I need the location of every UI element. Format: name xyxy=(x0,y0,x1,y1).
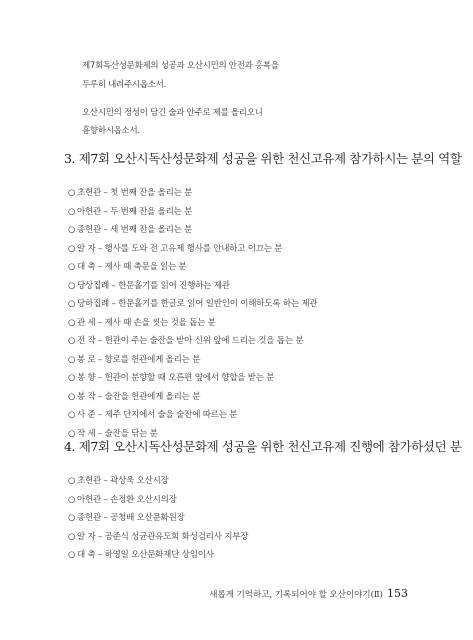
page-footer xyxy=(209,587,408,600)
list-item: ○ 작 세 – 술잔을 닦는 분 xyxy=(68,425,317,444)
list-item: ○ 당하집례 – 한문홀기를 한글로 읽어 일반인이 이해하도록 하는 제관 xyxy=(68,295,317,314)
bullet-icon: ○ xyxy=(68,476,76,486)
section-4-participant-list xyxy=(68,472,248,565)
bullet-icon: ○ xyxy=(68,336,76,346)
bullet-icon: ○ xyxy=(68,494,76,505)
list-item: ○ 알 자 – 행사를 도와 전 고유제 행사를 안내하고 이끄는 분 xyxy=(68,240,317,259)
section-4-heading: 4. 제7회 오산시독산성문화제 성공을 위한 천신고유제 진행에 참가하셨던 분 xyxy=(64,439,462,454)
list-item: ○ 전 작 – 헌관이 주는 술잔을 받아 신위 앞에 드리는 것을 돕는 분 xyxy=(68,332,317,351)
list-item: ○ 봉 작 – 술잔을 헌관에게 올리는 분 xyxy=(68,388,317,407)
page-number: 153 xyxy=(387,587,408,600)
bullet-icon: ○ xyxy=(68,206,76,217)
bullet-icon: ○ xyxy=(68,225,76,235)
bullet-icon: ○ xyxy=(68,299,76,309)
list-item: ○ 사 준 – 제주 단지에서 술을 술잔에 따르는 분 xyxy=(68,406,317,425)
bullet-icon: ○ xyxy=(68,373,76,383)
bullet-icon: ○ xyxy=(68,428,76,439)
bullet-icon: ○ xyxy=(68,354,76,365)
list-item: ○ 관 세 – 제사 때 손을 씻는 것을 돕는 분 xyxy=(68,314,317,333)
bullet-icon: ○ xyxy=(68,262,76,272)
bullet-icon: ○ xyxy=(68,410,76,420)
prayer-line-2: 두루히 내려주시옵소서. xyxy=(82,80,166,90)
list-item: ○ 봉 향 – 헌관이 분향할 때 오른편 옆에서 향합을 받는 분 xyxy=(68,369,317,388)
bullet-icon: ○ xyxy=(68,317,76,328)
list-item: ○ 대 축 – 하영일 오산문화재단 상임이사 xyxy=(68,546,248,565)
list-item: ○ 알 자 – 공준식 성균관유도회 화성검리사 지부장 xyxy=(68,528,248,547)
prayer-line-4: 흠향하시옵소서. xyxy=(82,126,140,136)
bullet-icon: ○ xyxy=(68,531,76,542)
bullet-icon: ○ xyxy=(68,188,76,198)
section-3-role-list xyxy=(68,184,317,443)
bullet-icon: ○ xyxy=(68,550,76,560)
list-item: ○ 아헌관 – 두 번째 잔을 올리는 분 xyxy=(68,203,317,222)
list-item: ○ 종헌관 – 세 번째 잔을 올리는 분 xyxy=(68,221,317,240)
section-3-heading: 3. 제7회 오산시독산성문화제 성공을 위한 천신고유제 참가하시는 분의 역할 xyxy=(64,151,462,166)
prayer-line-3: 오산시민의 정성이 담긴 술과 안주로 제를 올리오니 xyxy=(82,108,263,118)
list-item: ○ 초헌관 – 곽상욱 오산시장 xyxy=(68,472,248,491)
list-item: ○ 당상집례 – 한문홀기를 읽어 진행하는 제관 xyxy=(68,277,317,296)
bullet-icon: ○ xyxy=(68,280,76,291)
list-item: ○ 초헌관 – 첫 번째 잔을 올리는 분 xyxy=(68,184,317,203)
running-title: 새롭게 기억하고, 기록되어야 할 오산이야기(Ⅱ) xyxy=(209,590,383,600)
list-item: ○ 종헌관 – 공청배 오산문화원장 xyxy=(68,509,248,528)
prayer-line-1: 제7회독산성문화제의 성공과 오산시민의 안전과 홍복을 xyxy=(82,61,279,71)
list-item: ○ 아헌관 – 손정환 오산시의장 xyxy=(68,491,248,510)
bullet-icon: ○ xyxy=(68,243,76,254)
list-item: ○ 봉 로 – 향로를 헌관에게 올리는 분 xyxy=(68,351,317,370)
bullet-icon: ○ xyxy=(68,513,76,523)
bullet-icon: ○ xyxy=(68,391,76,402)
list-item: ○ 대 축 – 제사 때 축문을 읽는 분 xyxy=(68,258,317,277)
